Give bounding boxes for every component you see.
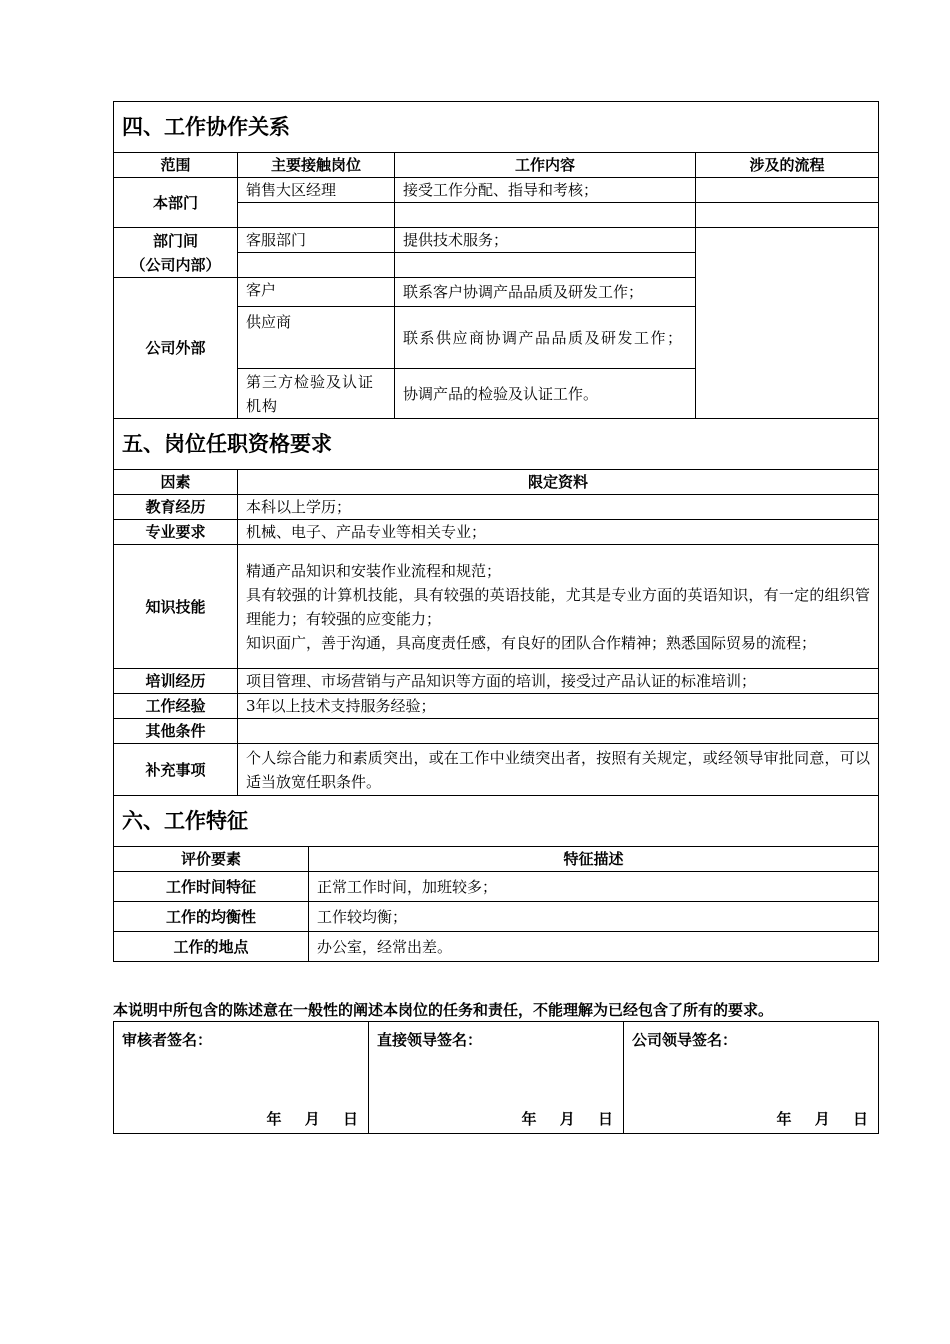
supplement-value: 个人综合能力和素质突出，或在工作中业绩突出者，按照有关规定，或经领导审批同意，可以适当放宽任职条件。 — [238, 744, 879, 796]
header-scope: 范围 — [114, 153, 238, 178]
external-label: 公司外部 — [114, 278, 238, 419]
section4-title: 四、工作协作关系 — [114, 102, 879, 153]
job-characteristics-table — [113, 795, 879, 962]
supervisor-signature-cell[interactable] — [369, 1022, 624, 1134]
reviewer-signature-cell[interactable] — [114, 1022, 369, 1134]
header-evaluation: 评价要素 — [114, 847, 309, 872]
skills-label: 知识技能 — [114, 545, 238, 669]
header-contact-post: 主要接触岗位 — [238, 153, 395, 178]
education-label: 教育经历 — [114, 495, 238, 520]
header-process: 涉及的流程 — [696, 153, 879, 178]
supervisor-signature-label: 直接领导签名： — [377, 1031, 483, 1049]
dept-post-empty — [238, 203, 395, 228]
work-time-label: 工作时间特征 — [114, 872, 309, 902]
ext-post-customer: 客户 — [238, 278, 395, 307]
dept-post: 销售大区经理 — [238, 178, 395, 203]
experience-label: 工作经验 — [114, 694, 238, 719]
inter-dept-label: 部门间 （公司内部） — [114, 228, 238, 278]
supplement-label: 补充事项 — [114, 744, 238, 796]
dept-content-empty — [395, 203, 696, 228]
dept-label: 本部门 — [114, 178, 238, 228]
section5-title: 五、岗位任职资格要求 — [114, 419, 879, 470]
experience-value: 3年以上技术支持服务经验； — [238, 694, 879, 719]
header-factor: 因素 — [114, 470, 238, 495]
signature-table — [113, 1021, 879, 1134]
company-date: 年 月 日 — [776, 1110, 868, 1128]
ext-content-supplier: 联系供应商协调产品品质及研发工作； — [395, 307, 696, 369]
ext-content-customer: 联系客户协调产品品质及研发工作； — [395, 278, 696, 307]
education-value: 本科以上学历； — [238, 495, 879, 520]
training-label: 培训经历 — [114, 669, 238, 694]
work-time-value: 正常工作时间，加班较多； — [309, 872, 879, 902]
other-value — [238, 719, 879, 744]
ext-post-supplier: 供应商 — [238, 307, 395, 369]
section6-title: 六、工作特征 — [114, 796, 879, 847]
job-description-page — [113, 101, 878, 962]
header-description: 特征描述 — [309, 847, 879, 872]
training-value: 项目管理、市场营销与产品知识等方面的培训，接受过产品认证的标准培训； — [238, 669, 879, 694]
balance-value: 工作较均衡； — [309, 902, 879, 932]
collaboration-table — [113, 101, 879, 419]
reviewer-date: 年 月 日 — [266, 1110, 358, 1128]
dept-process-empty — [696, 203, 879, 228]
process-merged — [696, 228, 879, 419]
inter-content-empty — [395, 253, 696, 278]
major-label: 专业要求 — [114, 520, 238, 545]
inter-post: 客服部门 — [238, 228, 395, 253]
location-value: 办公室，经常出差。 — [309, 932, 879, 962]
reviewer-signature-label: 审核者签名： — [122, 1031, 213, 1049]
balance-label: 工作的均衡性 — [114, 902, 309, 932]
company-signature-cell[interactable] — [624, 1022, 879, 1134]
ext-content-inspection: 协调产品的检验及认证工作。 — [395, 369, 696, 419]
skills-line: 精通产品知识和安装作业流程和规范； — [246, 561, 502, 580]
disclaimer-note: 本说明中所包含的陈述意在一般性的阐述本岗位的任务和责任，不能理解为已经包含了所有的要求。 — [113, 1001, 774, 1019]
header-qualification: 限定资料 — [238, 470, 879, 495]
inter-content: 提供技术服务； — [395, 228, 696, 253]
qualification-table — [113, 418, 879, 796]
header-work-content: 工作内容 — [395, 153, 696, 178]
inter-post-empty — [238, 253, 395, 278]
skills-line: 具有较强的计算机技能，具有较强的英语技能，尤其是专业方面的英语知识，有一定的组织管理能力；有较强的应变能力； — [246, 585, 870, 628]
dept-content: 接受工作分配、指导和考核； — [395, 178, 696, 203]
dept-process — [696, 178, 879, 203]
supervisor-date: 年 月 日 — [521, 1110, 613, 1128]
company-signature-label: 公司领导签名： — [632, 1031, 738, 1049]
location-label: 工作的地点 — [114, 932, 309, 962]
skills-line: 知识面广，善于沟通，具高度责任感，有良好的团队合作精神；熟悉国际贸易的流程； — [246, 633, 817, 652]
other-label: 其他条件 — [114, 719, 238, 744]
ext-post-inspection: 第三方检验及认证机构 — [238, 369, 395, 419]
major-value: 机械、电子、产品专业等相关专业； — [238, 520, 879, 545]
skills-value — [238, 545, 879, 669]
